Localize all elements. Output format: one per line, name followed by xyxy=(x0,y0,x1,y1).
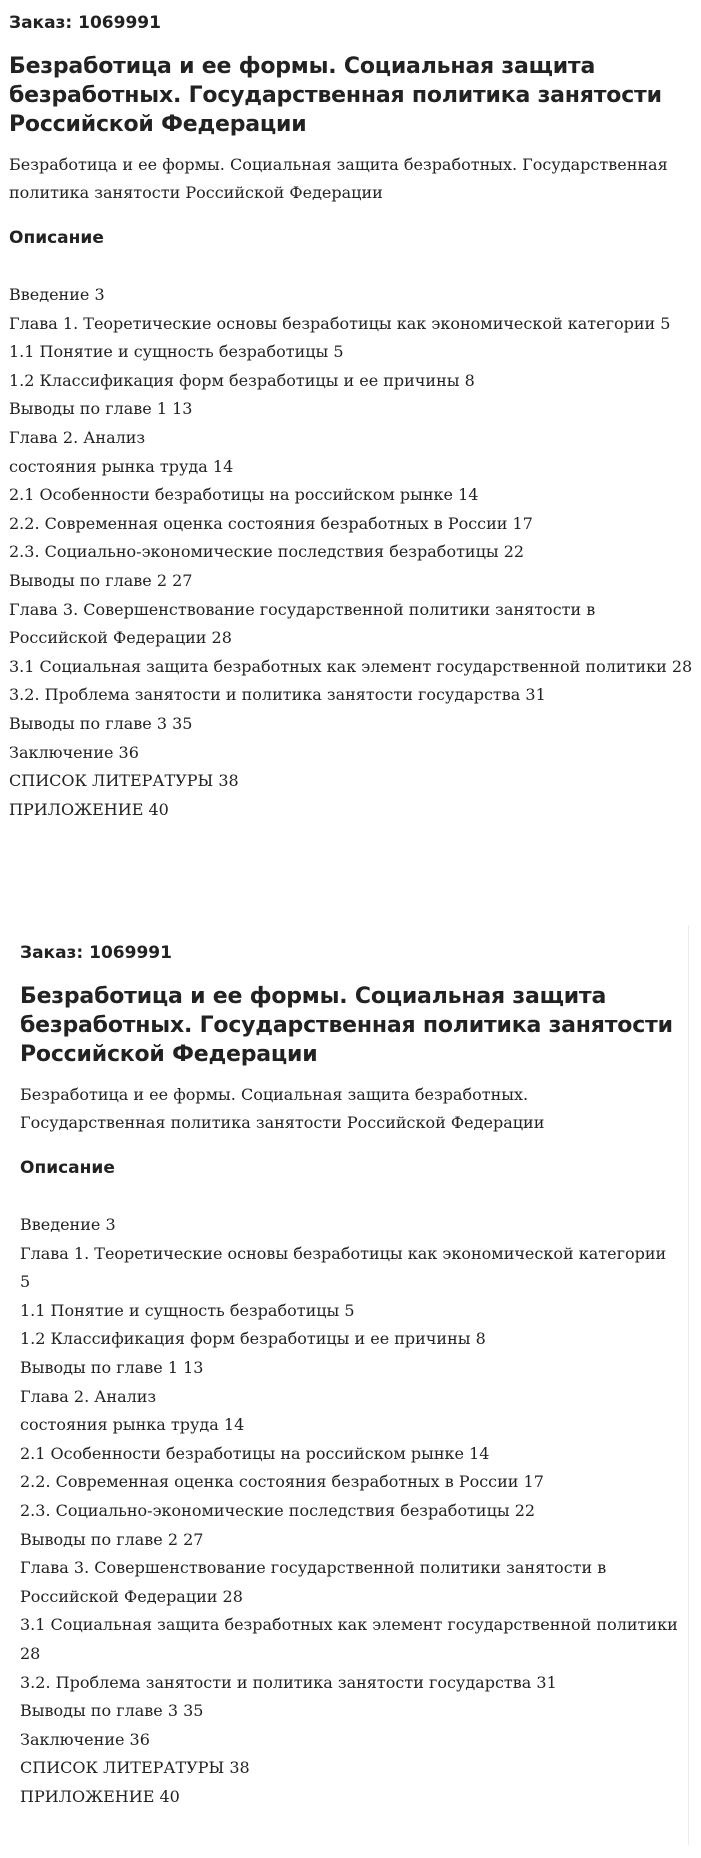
document-title: Безработица и ее формы. Социальная защита безработных. Государственная политика занятости Российской Федерации xyxy=(20,984,673,1067)
toc-item: Глава 1. Теоретические основы безработицы как экономической категории 5 xyxy=(20,1243,667,1292)
toc-item: Введение 3 xyxy=(20,1215,116,1234)
toc-item: Глава 3. Совершенствование государственной политики занятости в Российской Федерации 28 xyxy=(9,599,596,648)
document-block-1 xyxy=(0,0,701,880)
order-number: Заказ: 1069991 xyxy=(20,943,172,963)
document-subtitle: Безработица и ее формы. Социальная защита безработных. Государственная политика занятости Российской Федерации xyxy=(9,155,668,202)
toc-item: Выводы по главе 1 13 xyxy=(9,399,193,419)
document-title: Безработица и ее формы. Социальная защита безработных. Государственная политика занятости Российской Федерации xyxy=(9,54,662,137)
toc-item: Выводы по главе 2 27 xyxy=(9,570,193,590)
toc-item: состояния рынка труда 14 xyxy=(9,456,234,476)
toc-item: 2.2. Современная оценка состояния безработных в России 17 xyxy=(20,1472,544,1492)
toc-item: 2.3. Социально-экономические последствия безработицы 22 xyxy=(9,542,525,562)
toc-item: 1.2 Классификация форм безработицы и ее причины 8 xyxy=(9,370,475,390)
toc-item: Заключение 36 xyxy=(20,1729,150,1749)
toc-item: Выводы по главе 3 35 xyxy=(9,713,193,733)
toc-item: 1.1 Понятие и сущность безработицы 5 xyxy=(20,1300,355,1320)
table-of-contents xyxy=(20,1211,678,1811)
toc-item: 2.3. Социально-экономические последствия безработицы 22 xyxy=(20,1500,536,1520)
toc-item: состояния рынка труда 14 xyxy=(20,1415,245,1435)
toc-item: Выводы по главе 2 27 xyxy=(20,1529,204,1549)
toc-item: 3.1 Социальная защита безработных как элемент государственной политики 28 xyxy=(9,656,693,676)
toc-item: 1.2 Классификация форм безработицы и ее причины 8 xyxy=(20,1329,486,1349)
toc-item: СПИСОК ЛИТЕРАТУРЫ 38 xyxy=(20,1758,250,1778)
toc-item: 2.2. Современная оценка состояния безработных в России 17 xyxy=(9,513,533,533)
document-block-2 xyxy=(10,925,689,1845)
description-heading: Описание xyxy=(9,228,104,248)
document-subtitle: Безработица и ее формы. Социальная защита безработных. Государственная политика занятости Российской Федерации xyxy=(20,1085,545,1132)
toc-item: Глава 1. Теоретические основы безработицы как экономической категории 5 xyxy=(9,313,671,333)
toc-item: ПРИЛОЖЕНИЕ 40 xyxy=(9,799,169,819)
order-number: Заказ: 1069991 xyxy=(9,13,161,33)
toc-item: Глава 2. Анализ xyxy=(20,1386,157,1406)
toc-item: Введение 3 xyxy=(9,285,105,304)
toc-item: СПИСОК ЛИТЕРАТУРЫ 38 xyxy=(9,771,239,791)
toc-item: 1.1 Понятие и сущность безработицы 5 xyxy=(9,342,344,362)
toc-item: 2.1 Особенности безработицы на российском рынке 14 xyxy=(9,485,479,505)
toc-item: Заключение 36 xyxy=(9,742,139,762)
toc-item: 2.1 Особенности безработицы на российском рынке 14 xyxy=(20,1443,490,1463)
toc-item: Выводы по главе 1 13 xyxy=(20,1357,204,1377)
description-heading: Описание xyxy=(20,1158,115,1178)
toc-item: 3.1 Социальная защита безработных как элемент государственной политики 28 xyxy=(20,1615,678,1663)
toc-item: Выводы по главе 3 35 xyxy=(20,1701,204,1721)
toc-item: 3.2. Проблема занятости и политика занятости государства 31 xyxy=(20,1672,557,1692)
toc-item: ПРИЛОЖЕНИЕ 40 xyxy=(20,1786,180,1806)
table-of-contents xyxy=(9,281,693,824)
toc-item: Глава 3. Совершенствование государственной политики занятости в Российской Федерации 28 xyxy=(20,1558,607,1606)
toc-item: Глава 2. Анализ xyxy=(9,427,146,447)
toc-item: 3.2. Проблема занятости и политика занятости государства 31 xyxy=(9,685,546,705)
